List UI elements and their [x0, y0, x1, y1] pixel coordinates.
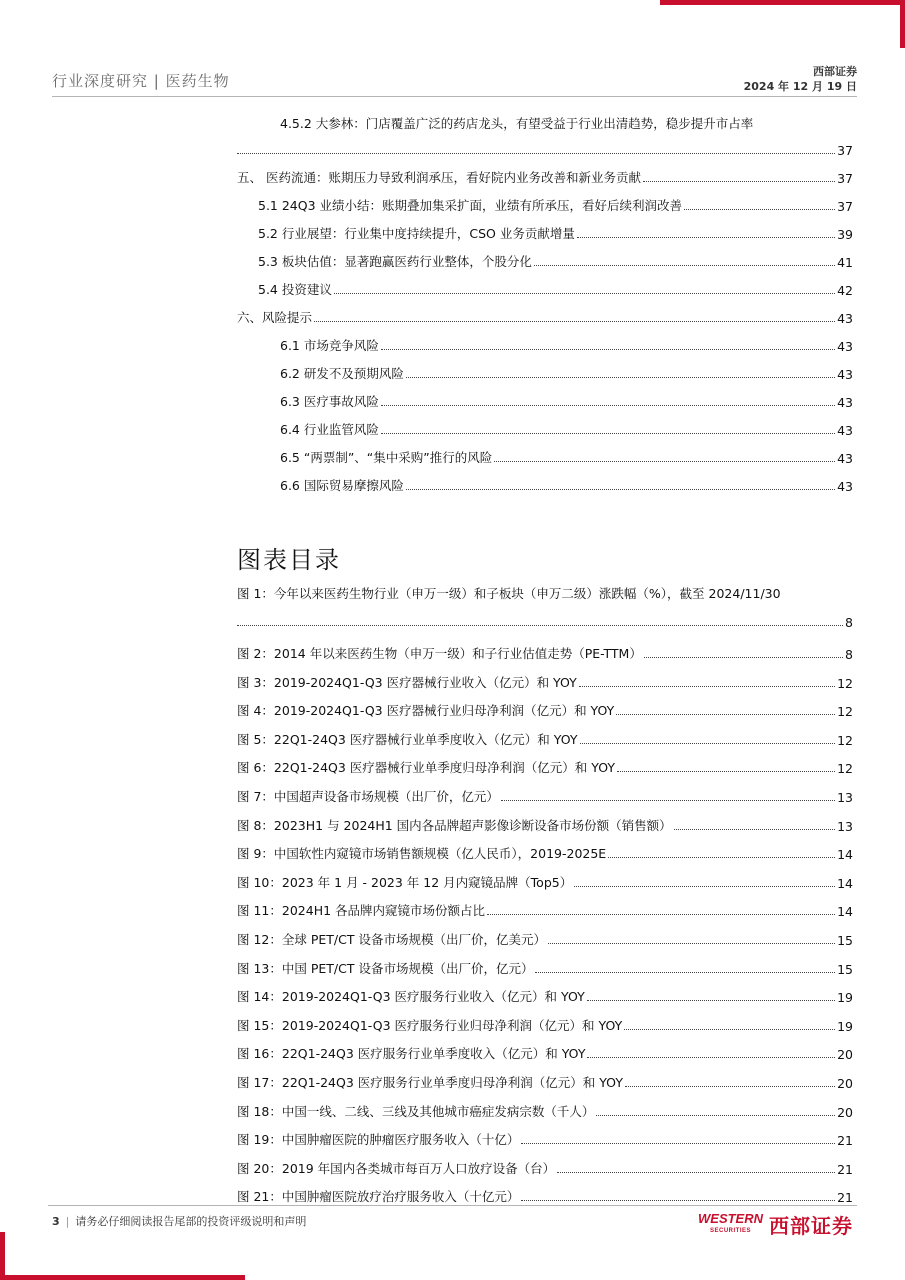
figure-entry[interactable]: [237, 930, 853, 948]
figure-entry-text: 图 19：中国肿瘤医院的肿瘤医疗服务收入（十亿）: [237, 1132, 520, 1147]
figure-page-number: 20: [837, 1076, 853, 1091]
toc-entry-text: 6.3 医疗事故风险: [280, 394, 379, 409]
dot-leader: [596, 1115, 835, 1116]
dot-leader: [643, 181, 835, 182]
report-category: 行业深度研究 | 医药生物: [52, 72, 230, 90]
figure-page-number: 12: [837, 761, 853, 776]
toc-entry-text: 五、 医药流通：账期压力导致利润承压，看好院内业务改善和新业务贡献: [237, 170, 641, 185]
figure-entry[interactable]: [237, 1130, 853, 1148]
dot-leader: [494, 461, 835, 462]
logo-chinese: 西部证券: [769, 1214, 853, 1238]
page-number: 3: [52, 1215, 60, 1228]
toc-entry[interactable]: [258, 280, 853, 298]
figure-entry-text: 图 12：全球 PET/CT 设备市场规模（出厂价，亿美元）: [237, 932, 546, 947]
toc-entry-text: 4.5.2 大参林：门店覆盖广泛的药店龙头，有望受益于行业出清趋势，稳步提升市占率: [280, 116, 754, 131]
figure-entry-text: 图 2：2014 年以来医药生物（申万一级）和子行业估值走势（PE-TTM）: [237, 646, 642, 661]
figure-entry-text: 图 18：中国一线、二线、三线及其他城市癌症发病宗数（千人）: [237, 1104, 595, 1119]
dot-leader: [521, 1143, 835, 1144]
figure-page-number: 15: [837, 933, 853, 948]
dot-leader: [548, 943, 835, 944]
figure-entry-text: 图 17：22Q1-24Q3 医疗服务行业单季度归母净利润（亿元）和 YOY: [237, 1075, 623, 1090]
dot-leader: [624, 1029, 835, 1030]
dot-leader: [406, 377, 835, 378]
toc-page-number: 43: [837, 423, 853, 438]
figure-entry[interactable]: [237, 873, 853, 891]
figure-entry-text: 图 14：2019-2024Q1-Q3 医疗服务行业收入（亿元）和 YOY: [237, 989, 585, 1004]
toc-entry[interactable]: [258, 196, 853, 214]
toc-page-number: 43: [837, 339, 853, 354]
toc-entry-text: 6.4 行业监管风险: [280, 422, 379, 437]
dot-leader: [587, 1057, 835, 1058]
toc-page-number: 42: [837, 283, 853, 298]
dot-leader: [501, 800, 835, 801]
figure-page-number: 8: [845, 647, 853, 662]
toc-entry-text: 六、风险提示: [237, 310, 313, 325]
figure-page-number: 12: [837, 676, 853, 691]
figure-page-number: 12: [837, 704, 853, 719]
figure-entry[interactable]: [237, 844, 853, 862]
dot-leader: [521, 1200, 835, 1201]
dot-leader: [587, 1000, 835, 1001]
figure-entry-text: 图 16：22Q1-24Q3 医疗服务行业单季度收入（亿元）和 YOY: [237, 1046, 586, 1061]
dot-leader: [534, 265, 835, 266]
toc-entry-text: 5.1 24Q3 业绩小结：账期叠加集采扩面，业绩有所承压，看好后续利润改善: [258, 198, 683, 213]
toc-entry-text: 6.1 市场竞争风险: [280, 338, 379, 353]
figure-entry[interactable]: [237, 730, 853, 748]
company-name: 西部证券: [813, 65, 857, 78]
dot-leader: [487, 914, 835, 915]
figure-entry[interactable]: [237, 673, 853, 691]
toc-page-number: 37: [837, 199, 853, 214]
dot-leader: [381, 405, 835, 406]
figure-page-number: 19: [837, 990, 853, 1005]
dot-leader: [674, 829, 835, 830]
dot-leader: [381, 433, 835, 434]
toc-entry-text: 6.5 “两票制”、“集中采购”推行的风险: [280, 450, 493, 465]
toc-page-number: 37: [837, 171, 853, 186]
figure-entry[interactable]: [237, 1073, 853, 1091]
figure-page-number: 8: [845, 615, 853, 630]
dot-leader: [334, 293, 835, 294]
figure-entry-continuation[interactable]: [237, 612, 853, 630]
corner-accent-top: [660, 0, 905, 5]
toc-entry[interactable]: [280, 336, 853, 354]
footer-divider: [48, 1205, 857, 1206]
toc-entry[interactable]: [280, 392, 853, 410]
toc-entry-wrapped[interactable]: [280, 114, 896, 132]
dot-leader: [574, 886, 835, 887]
toc-entry[interactable]: [280, 420, 853, 438]
figure-page-number: 15: [837, 962, 853, 977]
figures-section-title: 图表目录: [237, 546, 341, 574]
figure-page-number: 14: [837, 847, 853, 862]
dot-leader: [616, 714, 835, 715]
figure-page-number: 21: [837, 1190, 853, 1205]
toc-entry-text: 6.2 研发不及预期风险: [280, 366, 404, 381]
figure-entry[interactable]: [237, 787, 853, 805]
figure-page-number: 20: [837, 1105, 853, 1120]
header-meta: [744, 64, 857, 94]
figure-page-number: 13: [837, 790, 853, 805]
dot-leader: [381, 349, 835, 350]
toc-page-number: 37: [837, 143, 853, 158]
figure-entry-text: 图 9：中国软性内窥镜市场销售额规模（亿人民币），2019-2025E: [237, 846, 607, 861]
dot-leader: [237, 153, 835, 154]
figure-page-number: 14: [837, 904, 853, 919]
toc-entry[interactable]: [237, 308, 853, 326]
figure-page-number: 21: [837, 1133, 853, 1148]
figure-entry-text: 图 4：2019-2024Q1-Q3 医疗器械行业归母净利润（亿元）和 YOY: [237, 703, 615, 718]
toc-entry[interactable]: [258, 252, 853, 270]
logo-en-sub: SECURITIES: [709, 1227, 751, 1234]
figure-entry[interactable]: [237, 1159, 853, 1177]
toc-page-number: 43: [837, 367, 853, 382]
figure-entry-text: 图 11：2024H1 各品牌内窥镜市场份额占比: [237, 903, 486, 918]
figure-page-number: 19: [837, 1019, 853, 1034]
figure-page-number: 14: [837, 876, 853, 891]
figure-entry[interactable]: [237, 701, 853, 719]
toc-entry-text: 5.4 投资建议: [258, 282, 332, 297]
figure-entry-text: 图 10：2023 年 1 月 - 2023 年 12 月内窥镜品牌（Top5）: [237, 875, 573, 890]
logo-english: [698, 1210, 763, 1237]
footer-disclaimer: 3 | 请务必仔细阅读报告尾部的投资评级说明和声明: [52, 1215, 307, 1228]
dot-leader: [557, 1172, 835, 1173]
figure-entry-text: 图 5：22Q1-24Q3 医疗器械行业单季度收入（亿元）和 YOY: [237, 732, 578, 747]
figure-entry-text: 图 7：中国超声设备市场规模（出厂价，亿元）: [237, 789, 499, 804]
dot-leader: [406, 489, 835, 490]
toc-entry[interactable]: [280, 476, 853, 494]
figure-entry[interactable]: [237, 1102, 853, 1120]
toc-page-number: 43: [837, 395, 853, 410]
report-date: 2024 年 12 月 19 日: [743, 80, 857, 93]
toc-entry-continuation[interactable]: [237, 140, 853, 158]
toc-page-number: 39: [837, 227, 853, 242]
dot-leader: [684, 209, 835, 210]
figure-entry[interactable]: [237, 816, 853, 834]
dot-leader: [577, 237, 835, 238]
disclaimer-text: 请务必仔细阅读报告尾部的投资评级说明和声明: [75, 1215, 307, 1228]
figure-page-number: 20: [837, 1047, 853, 1062]
toc-entry-text: 6.6 国际贸易摩擦风险: [280, 478, 404, 493]
toc-entry[interactable]: [258, 224, 853, 242]
dot-leader: [237, 625, 843, 626]
logo-en-name: WESTERN: [698, 1210, 763, 1226]
toc-page-number: 43: [837, 311, 853, 326]
figure-entry-text: 图 21：中国肿瘤医院放疗治疗服务收入（十亿元）: [237, 1189, 520, 1204]
toc-entry-text: 5.3 板块估值：显著跑赢医药行业整体，个股分化: [258, 254, 532, 269]
dot-leader: [580, 743, 836, 744]
figure-entry-text: 图 6：22Q1-24Q3 医疗器械行业单季度归母净利润（亿元）和 YOY: [237, 760, 616, 775]
figure-entry-wrapped[interactable]: [237, 584, 853, 602]
figure-entry-text: 图 1：今年以来医药生物行业（申万一级）和子板块（申万二级）涨跌幅（%），截至 2024/11/30: [237, 586, 781, 601]
figure-entry-text: 图 15：2019-2024Q1-Q3 医疗服务行业归母净利润（亿元）和 YOY: [237, 1018, 623, 1033]
toc-page-number: 43: [837, 479, 853, 494]
company-logo: [698, 1210, 853, 1239]
dot-leader: [644, 657, 843, 658]
corner-accent-bottom: [0, 1275, 245, 1280]
figure-entry[interactable]: [237, 1016, 853, 1034]
toc-entry[interactable]: [280, 448, 853, 466]
dot-leader: [314, 321, 835, 322]
figure-entry[interactable]: [237, 959, 853, 977]
dot-leader: [579, 686, 835, 687]
figure-entry[interactable]: [237, 758, 853, 776]
toc-page-number: 43: [837, 451, 853, 466]
figure-entry-text: 图 13：中国 PET/CT 设备市场规模（出厂价，亿元）: [237, 961, 534, 976]
figure-page-number: 21: [837, 1162, 853, 1177]
dot-leader: [625, 1086, 835, 1087]
figure-entry[interactable]: [237, 901, 853, 919]
figure-page-number: 12: [837, 733, 853, 748]
dot-leader: [608, 857, 835, 858]
corner-accent-right: [900, 0, 905, 48]
figure-page-number: 13: [837, 819, 853, 834]
toc-entry[interactable]: [237, 168, 853, 186]
header-divider: [52, 96, 857, 97]
figure-entry[interactable]: [237, 644, 853, 662]
toc-entry[interactable]: [280, 364, 853, 382]
toc-page-number: 41: [837, 255, 853, 270]
toc-entry-text: 5.2 行业展望：行业集中度持续提升，CSO 业务贡献增量: [258, 226, 575, 241]
dot-leader: [535, 972, 835, 973]
dot-leader: [617, 771, 835, 772]
figure-entry[interactable]: [237, 1044, 853, 1062]
figure-entry[interactable]: [237, 1187, 853, 1205]
corner-accent-left: [0, 1232, 5, 1280]
figure-entry-text: 图 20：2019 年国内各类城市每百万人口放疗设备（台）: [237, 1161, 556, 1176]
figure-entry[interactable]: [237, 987, 853, 1005]
figure-entry-text: 图 3：2019-2024Q1-Q3 医疗器械行业收入（亿元）和 YOY: [237, 675, 577, 690]
figure-entry-text: 图 8：2023H1 与 2024H1 国内各品牌超声影像诊断设备市场份额（销售额）: [237, 818, 672, 833]
